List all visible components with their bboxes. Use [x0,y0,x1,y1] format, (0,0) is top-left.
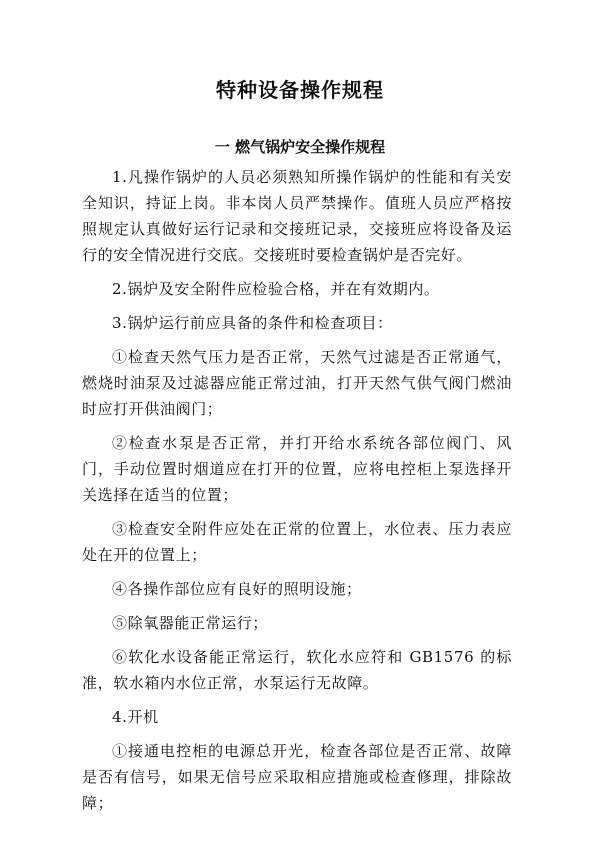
paragraph-item-1: ①检查天然气压力是否正常，天然气过滤是否正常通气，燃烧时油泵及过滤器应能正常过油，打开天然气供气阀门燃油时应打开供油阀门； [82,348,512,418]
paragraph-1: 1.凡操作锅炉的人员必须熟知所操作锅炉的性能和有关安全知识，持证上岗。非本岗人员严禁操作。值班人员应严格按照规定认真做好运行记录和交接班记录，交接班应将设备及运行的安全情况进行交底。交接班时要检查锅炉是否完好。 [82,168,512,264]
paragraph-3: 3.锅炉运行前应具备的条件和检查项目： [112,314,393,332]
paragraph-startup-item-1: ①接通电控柜的电源总开光，检查各部位是否正常、故障是否有信号，如果无信号应采取相应措施或检查修理，排除故障； [82,742,512,812]
paragraph-item-3: ③检查安全附件应处在正常的位置上，水位表、压力表应处在开的位置上； [82,520,512,564]
document-title: 特种设备操作规程 [216,78,384,102]
paragraph-item-5: ⑤除氧器能正常运行； [112,614,269,632]
paragraph-4-heading: 4.开机 [112,708,159,726]
paragraph-item-2: ②检查水泵是否正常，并打开给水系统各部位阀门、风门，手动位置时烟道应在打开的位置，应将电控柜上泵选择开关选择在适当的位置； [82,434,512,504]
paragraph-item-6: ⑥软化水设备能正常运行，软化水应符和 GB1576 的标准，软水箱内水位正常，水泵运行无故障。 [82,648,512,692]
document-body [82,164,512,824]
section-heading: 一 燃气锅炉安全操作规程 [214,138,386,156]
paragraph-item-4: ④各操作部位应有良好的照明设施； [112,580,362,598]
paragraph-2: 2.锅炉及安全附件应检验合格，并在有效期内。 [112,280,440,298]
